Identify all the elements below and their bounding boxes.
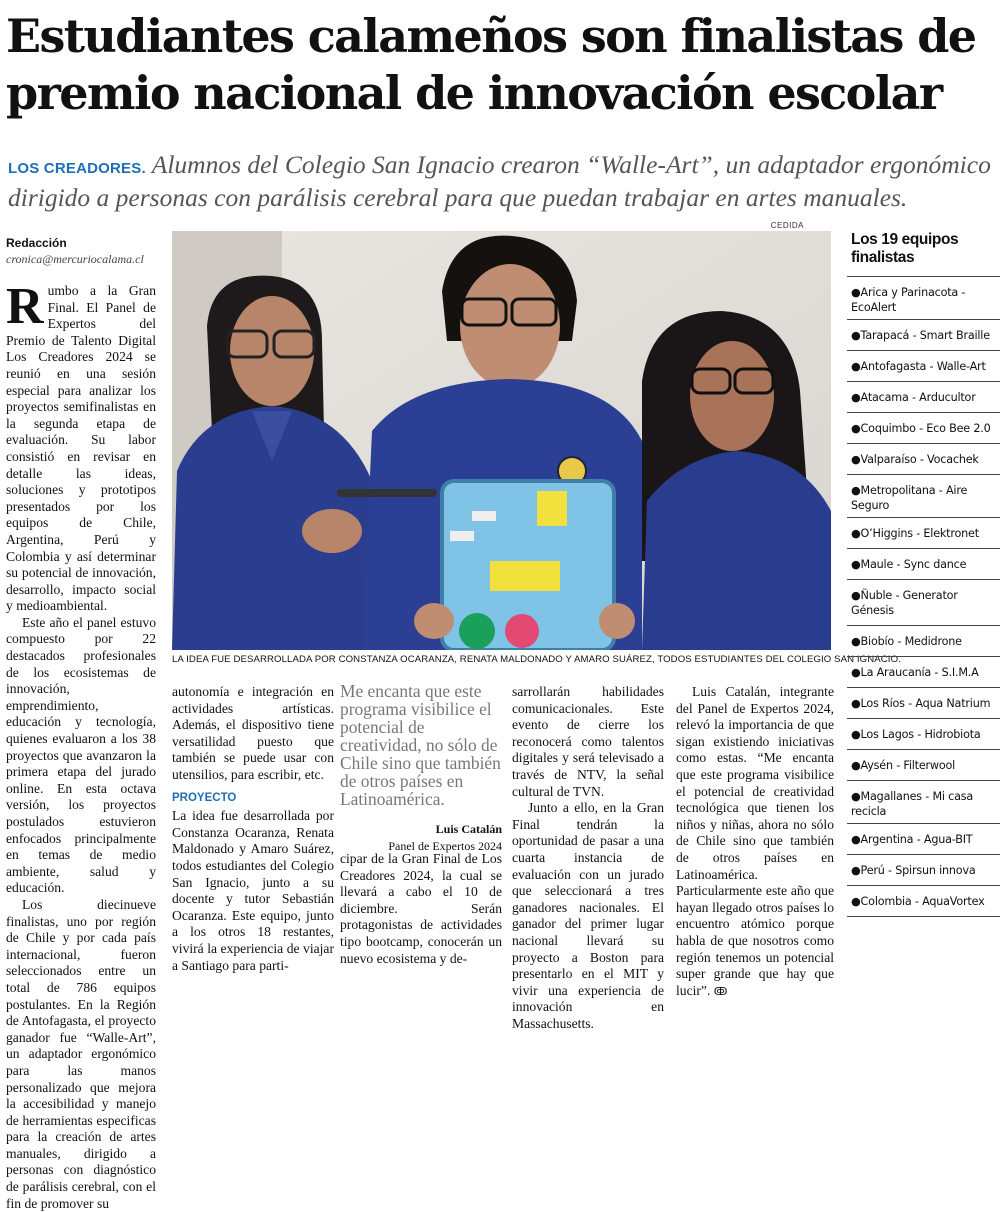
list-item: ●Atacama - Arducultor <box>847 381 1000 412</box>
paragraph: Los diecinueve finalistas, uno por región de Chile y por cada país internacional, fueron seleccionados entre un total de 786 equipos postulantes. En la Región de Antofagasta, el proyecto ganador fue “Walle-Art”, un adaptador ergonómico para las manos personalizado que mejora la accesibilidad y manejo de herramientas especificas para la creación de artes manuales, dirigido a personas con diagnóstico de parálisis cerebral, con el fin de promover su <box>6 896 156 1211</box>
list-item: ●Arica y Parinacota - EcoAlert <box>847 276 1000 319</box>
dek <box>8 150 998 212</box>
photo-credit: CEDIDA <box>770 221 804 230</box>
paragraph: Junto a ello, en la Gran Final tendrán la oportunidad de pasar a una cuarta instancia de evaluación con un jurado que seleccionará a tres ganadores nacionales. El ganador del primer lugar nacional llevará su proyecto a Boston para presentarlo en el MIT y vivir una experiencia de innovación en Massachusetts. <box>512 800 664 1031</box>
headline <box>6 8 996 122</box>
list-item: ●Maule - Sync dance <box>847 548 1000 579</box>
list-item: ●Tarapacá - Smart Braille <box>847 319 1000 350</box>
byline-name: Redacción <box>6 236 67 250</box>
list-item: ●Ñuble - Generator Génesis <box>847 579 1000 625</box>
pull-quote-author: Luis Catalán <box>435 822 502 836</box>
drop-cap: R <box>6 278 44 335</box>
dek-text: Alumnos del Colegio San Ignacio crearon “Walle-Art”, un adaptador ergonómico dirigido a personas con parálisis cerebral para que puedan trabajar en artes manuales. <box>8 150 991 212</box>
list-item: ●Perú - Spirsun innova <box>847 854 1000 885</box>
list-item: ●Metropolitana - Aire Seguro <box>847 474 1000 517</box>
pull-quote-role: Panel de Expertos 2024 <box>388 839 502 853</box>
end-mark: ↂ <box>713 984 728 998</box>
list-item: ●Antofagasta - Walle-Art <box>847 350 1000 381</box>
byline-email: cronica@mercuriocalama.cl <box>6 252 144 266</box>
paragraph: cipar de la Gran Final de Los Creadores 2024, la cual se llevará a cabo el 10 de diciembre. Serán protagonistas de actividades tipo bootcamp, conocerán un nuevo ecosistema y de- <box>340 851 502 966</box>
article-column-2 <box>172 684 334 974</box>
byline <box>6 235 144 267</box>
list-item: ●Los Ríos - Aqua Natrium <box>847 687 1000 718</box>
headline-line-2: premio nacional de innovación escolar <box>6 66 942 120</box>
dek-kicker: LOS CREADORES. <box>8 160 146 177</box>
list-item: ●O’Higgins - Elektronet <box>847 517 1000 548</box>
list-item: ●Magallanes - Mi casa recicla <box>847 780 1000 823</box>
list-item: ●Valparaíso - Vocachek <box>847 443 1000 474</box>
list-item: ●La Araucanía - S.I.M.A <box>847 656 1000 687</box>
section-subhead: PROYECTO <box>172 791 237 804</box>
list-item: ●Biobío - Medidrone <box>847 625 1000 656</box>
pull-quote <box>340 682 502 854</box>
photo-caption: LA IDEA FUE DESARROLLADA POR CONSTANZA OCARANZA, RENATA MALDONADO Y AMARO SUÁREZ, TODOS ESTUDIANTES DEL COLEGIO SAN IGNACIO. <box>172 654 901 665</box>
headline-line-1: Estudiantes calameños son finalistas de <box>6 9 976 63</box>
paragraph: La idea fue desarrollada por Constanza Ocaranza, Renata Maldonado y Amaro Suárez, todos estudiantes del Colegio San Ignacio, junto a su docente y tutor Sebastián Ocaranza. Este equipo, junto a los otros 18 restantes, vivirá la experiencia de viajar a Santiago para parti- <box>172 808 334 973</box>
article-column-3 <box>512 684 664 1032</box>
list-item: ●Argentina - Agua-BIT <box>847 823 1000 854</box>
students-photo <box>172 231 831 650</box>
list-item: ●Colombia - AquaVortex <box>847 885 1000 917</box>
article-column-2b <box>340 851 502 967</box>
pull-quote-text: Me encanta que este programa visibilice el potencial de creatividad, no sólo de Chile sino que también de otros países en Latinoamérica. <box>340 681 501 809</box>
article-column-1 <box>6 278 156 1212</box>
paragraph: sarrollarán habilidades comunicacionales. Este evento de cierre los reconocerá como talentos digitales y será televisado a través de NTV, la señal cultural de TVN. <box>512 684 664 799</box>
article-column-4 <box>676 684 834 1000</box>
list-item: ●Los Lagos - Hidrobiota <box>847 718 1000 749</box>
sidebar-title: Los 19 equipos finalistas <box>851 231 959 266</box>
paragraph: Rumbo a la Gran Final. El Panel de Expertos del Premio de Talento Digital Los Creadores 2024 se reunió en una sesión especial para analizar los proyectos semifinalistas en la segunda etapa de evaluación. Su labor consistió en revisar en detalle las ideas, soluciones y prototipos presentados por los equipos de Chile, Argentina, Perú y Colombia y así determinar su potencial de innovación, desarrollo, impacto social y medioambiental. <box>6 278 156 614</box>
list-item: ●Coquimbo - Eco Bee 2.0 <box>847 412 1000 443</box>
finalists-sidebar <box>847 231 1000 917</box>
paragraph: Este año el panel estuvo compuesto por 22 destacados profesionales de los ecosistemas de innovación, emprendimiento, educación y tecnología, quienes evaluaron a los 38 proyectos que avanzaron la primera etapa del jurado online. En esta octava versión, los proyectos postulados estuvieron enfocados principalmente en temas de medio ambiente, salud y educación. <box>6 614 156 896</box>
list-item: ●Aysén - Filterwool <box>847 749 1000 780</box>
paragraph: autonomía e integración en actividades artísticas. Además, el dispositivo tiene versatilidad puesto que también se puede usar con utensilios, para escribir, etc. <box>172 684 334 782</box>
paragraph: Luis Catalán, integrante del Panel de Expertos 2024, relevó la importancia de que sigan existiendo iniciativas como estas. “Me encanta que este programa visibilice el potencial de creatividad tecnológica que tienen los niños y niñas, ahora no sólo de Chile sino que también de otros países en Latinoamérica. Particularmente este año que hayan llegado otros países lo encuentro atómico porque habla de que nosotros como región tenemos un potencial super grande que hay que lucir”. ↂ <box>676 684 834 998</box>
